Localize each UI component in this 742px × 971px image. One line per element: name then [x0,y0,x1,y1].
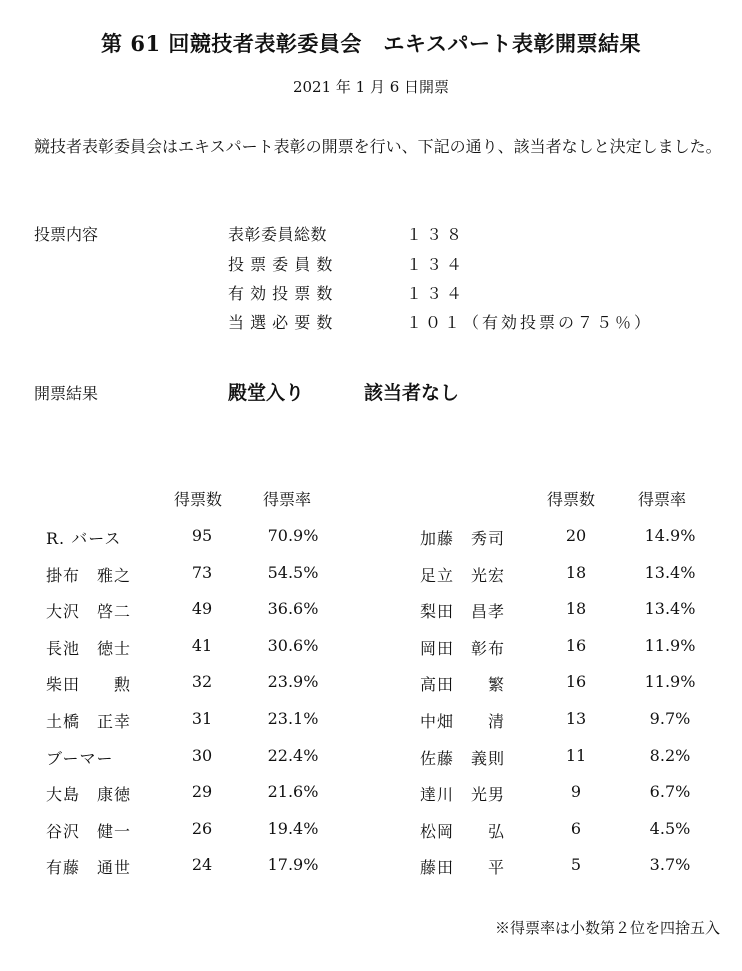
vote-rate: 13.4% [644,563,696,582]
vote-rate: 21.6% [267,782,319,801]
vote-rate: 4.5% [649,819,691,838]
vote-count: 16 [565,636,587,655]
candidate-name: 土橋 正幸 [46,712,132,731]
candidate-name: ブーマー [46,749,114,768]
vote-rate: 30.6% [267,636,319,655]
candidate-name: 中畑 清 [420,712,506,731]
vote-rate: 13.4% [644,599,696,618]
vote-count: 95 [191,526,213,545]
vote-rate: 3.7% [649,855,691,874]
result-outcome: 該当者なし [364,382,460,404]
stat-value-required: １０１（有効投票の７５％） [406,313,654,332]
vote-count: 29 [191,782,213,801]
header-rate-left: 得票率 [263,490,312,509]
vote-count: 49 [191,599,213,618]
candidate-name: 大島 康徳 [46,785,132,804]
candidate-name: 佐藤 義則 [420,749,506,768]
stat-label-total: 表彰委員総数 [228,225,328,244]
count-date: 2021 年 1 月 6 日開票 [292,78,450,96]
candidate-name: 高田 繁 [420,675,506,694]
vote-count: 18 [565,563,587,582]
vote-count: 11 [565,746,587,765]
header-rate-right: 得票率 [638,490,687,509]
header-votes-right: 得票数 [547,490,596,509]
candidate-name: 岡田 彰布 [420,639,506,658]
vote-count: 26 [191,819,213,838]
candidate-name: 藤田 平 [420,858,506,877]
voting-section-label: 投票内容 [34,225,99,244]
vote-count: 13 [565,709,587,728]
vote-rate: 6.7% [649,782,691,801]
vote-rate: 11.9% [644,672,696,691]
vote-count: 24 [191,855,213,874]
vote-count: 16 [565,672,587,691]
candidate-name: 掛布 雅之 [46,566,132,585]
candidate-name: 達川 光男 [420,785,506,804]
vote-count: 31 [191,709,213,728]
vote-count: 41 [191,636,213,655]
vote-count: 20 [565,526,587,545]
stat-label-valid: 有 効 投 票 数 [228,284,333,303]
vote-rate: 54.5% [267,563,319,582]
candidate-name: 加藤 秀司 [420,529,506,548]
vote-rate: 9.7% [649,709,691,728]
stat-value-voters: １３４ [406,255,467,274]
vote-rate: 19.4% [267,819,319,838]
candidate-name: 谷沢 健一 [46,822,132,841]
vote-rate: 36.6% [267,599,319,618]
result-category: 殿堂入り [228,382,305,404]
vote-rate: 23.1% [267,709,319,728]
result-section-label: 開票結果 [34,384,99,403]
candidate-name: 足立 光宏 [420,566,506,585]
header-votes-left: 得票数 [174,490,223,509]
page-title: 第 61 回競技者表彰委員会 エキスパート表彰開票結果 [101,31,641,56]
stat-label-voters: 投 票 委 員 数 [228,255,333,274]
vote-count: 5 [570,855,582,874]
vote-rate: 14.9% [644,526,696,545]
vote-count: 73 [191,563,213,582]
vote-rate: 11.9% [644,636,696,655]
vote-count: 9 [570,782,582,801]
vote-count: 6 [570,819,582,838]
stat-label-required: 当 選 必 要 数 [228,313,333,332]
footnote: ※得票率は小数第２位を四捨五入 [494,919,720,937]
candidate-name: 柴田 勲 [46,675,132,694]
intro-paragraph: 競技者表彰委員会はエキスパート表彰の開票を行い、下記の通り、該当者なしと決定しました。 [34,137,722,156]
candidate-name: R. バース [46,529,122,548]
vote-rate: 22.4% [267,746,319,765]
stat-value-valid: １３４ [406,284,467,303]
candidate-name: 長池 徳士 [46,639,132,658]
stat-value-total: １３８ [406,225,467,244]
vote-count: 30 [191,746,213,765]
candidate-name: 梨田 昌孝 [420,602,506,621]
vote-rate: 70.9% [267,526,319,545]
vote-rate: 23.9% [267,672,319,691]
candidate-name: 有藤 通世 [46,858,132,877]
vote-rate: 8.2% [649,746,691,765]
candidate-name: 大沢 啓二 [46,602,132,621]
candidate-name: 松岡 弘 [420,822,506,841]
vote-count: 32 [191,672,213,691]
vote-rate: 17.9% [267,855,319,874]
vote-count: 18 [565,599,587,618]
